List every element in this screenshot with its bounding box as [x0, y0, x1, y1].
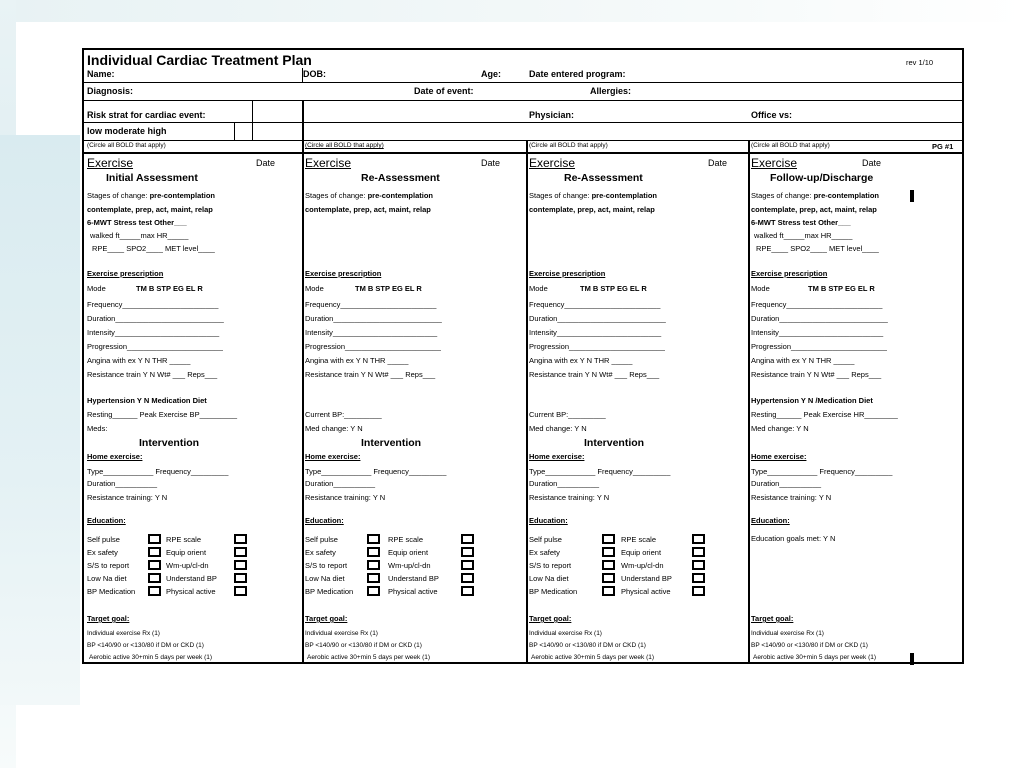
exercise-heading: Exercise — [751, 156, 798, 170]
edu-bp-med: BP Medication — [529, 587, 578, 596]
goal-3: Aerobic active 30+min 5 days per week (1) — [307, 654, 431, 661]
type-frequency-line: Type____________ Frequency_________ — [529, 467, 671, 476]
physician-label: Physician: — [529, 110, 575, 120]
date-of-event-label: Date of event: — [414, 86, 474, 96]
circle-note-1: (Circle all BOLD that apply) — [87, 142, 166, 149]
stages-pre: pre-contemplation — [149, 191, 215, 200]
stages-pre: pre-contemplation — [367, 191, 433, 200]
mode-options: TM B STP EG EL R — [580, 284, 647, 293]
edu-understand-bp: Understand BP — [166, 574, 217, 583]
type-frequency-line: Type____________ Frequency_________ — [751, 467, 893, 476]
column-subtitle: Re-Assessment — [564, 172, 643, 184]
edu-understand-bp: Understand BP — [388, 574, 439, 583]
checkbox[interactable] — [367, 560, 380, 570]
home-exercise-heading: Home exercise: — [87, 452, 143, 461]
checkbox[interactable] — [602, 560, 615, 570]
goal-1: Individual exercise Rx (1) — [751, 630, 824, 637]
checkbox[interactable] — [692, 547, 705, 557]
risk-strat-label: Risk strat for cardiac event: — [87, 110, 206, 120]
mode-options: TM B STP EG EL R — [355, 284, 422, 293]
checkbox[interactable] — [367, 586, 380, 596]
column-re-assessment-2 — [528, 154, 748, 666]
hypertension-line: Hypertension Y N /Medication Diet — [751, 396, 873, 405]
resistance-training-line: Resistance training: Y N — [87, 493, 168, 502]
edu-low-na: Low Na diet — [305, 574, 345, 583]
edu-ss-report: S/S to report — [305, 561, 348, 570]
resistance-line: Resistance train Y N Wt# ___ Reps___ — [87, 370, 218, 379]
goal-1: Individual exercise Rx (1) — [529, 630, 602, 637]
frequency-line: Frequency_______________________ — [529, 300, 661, 309]
checkbox[interactable] — [148, 534, 161, 544]
edu-rpe-scale: RPE scale — [621, 535, 657, 544]
angina-line: Angina with ex Y N THR _____ — [305, 356, 409, 365]
checkbox[interactable] — [234, 573, 247, 583]
edu-bp-med: BP Medication — [305, 587, 354, 596]
diagnosis-label: Diagnosis: — [87, 86, 134, 96]
edu-understand-bp: Understand BP — [621, 574, 672, 583]
med-change-line: Med change: Y N — [305, 424, 363, 433]
checkbox[interactable] — [461, 560, 474, 570]
edu-ss-report: S/S to report — [529, 561, 572, 570]
rx-heading: Exercise prescription — [305, 269, 382, 278]
checkbox[interactable] — [148, 560, 161, 570]
goal-3: Aerobic active 30+min 5 days per week (1) — [753, 654, 877, 661]
education-heading: Education: — [305, 516, 344, 525]
current-bp-line: Current BP:_________ — [305, 410, 382, 419]
checkbox[interactable] — [692, 560, 705, 570]
frequency-line: Frequency_______________________ — [305, 300, 437, 309]
stages-rest: contemplate, prep, act, maint, relap — [87, 205, 213, 214]
stages-rest: contemplate, prep, act, maint, relap — [529, 205, 655, 214]
page-number: PG #1 — [932, 142, 954, 151]
home-exercise-heading: Home exercise: — [529, 452, 585, 461]
margin-mark — [910, 653, 914, 665]
checkbox[interactable] — [367, 547, 380, 557]
column-subtitle: Initial Assessment — [106, 172, 198, 184]
resting-line: Resting______ Peak Exercise BP_________ — [87, 410, 238, 419]
stages-rest: contemplate, prep, act, maint, relap — [305, 205, 431, 214]
column-initial-assessment — [84, 154, 304, 666]
edu-ex-safety: Ex safety — [87, 548, 118, 557]
checkbox[interactable] — [692, 573, 705, 583]
progression-line: Progression_______________________ — [87, 342, 223, 351]
edu-equip-orient: Equip orient — [166, 548, 207, 557]
resistance-training-line: Resistance training: Y N — [529, 493, 610, 502]
checkbox[interactable] — [602, 547, 615, 557]
goal-3: Aerobic active 30+min 5 days per week (1) — [531, 654, 655, 661]
stages-label: Stages of change: — [751, 191, 812, 200]
edu-warmup: Wm-up/cl-dn — [166, 561, 209, 570]
goal-1: Individual exercise Rx (1) — [305, 630, 378, 637]
edu-self-pulse: Self pulse — [529, 535, 562, 544]
meds-line: Meds: — [87, 424, 108, 433]
exercise-heading: Exercise — [87, 156, 134, 170]
goal-2: BP <140/90 or <130/80 if DM or CKD (1) — [305, 642, 422, 649]
target-goal-heading: Target goal: — [529, 614, 572, 623]
intensity-line: Intensity_________________________ — [529, 328, 662, 337]
resting-line: Resting______ Peak Exercise HR________ — [751, 410, 898, 419]
duration-short-line: Duration__________ — [305, 479, 376, 488]
intervention-heading: Intervention — [139, 437, 200, 449]
edu-bp-med: BP Medication — [87, 587, 136, 596]
office-vs-label: Office vs: — [751, 110, 793, 120]
edu-low-na: Low Na diet — [529, 574, 569, 583]
date-entered-label: Date entered program: — [529, 69, 626, 79]
goal-3: Aerobic active 30+min 5 days per week (1) — [89, 654, 213, 661]
target-goal-heading: Target goal: — [751, 614, 794, 623]
name-label: Name: — [87, 69, 115, 79]
duration-line: Duration__________________________ — [87, 314, 224, 323]
edu-self-pulse: Self pulse — [305, 535, 338, 544]
checkbox[interactable] — [148, 573, 161, 583]
edu-rpe-scale: RPE scale — [166, 535, 202, 544]
date-label: Date — [708, 158, 728, 168]
column-subtitle: Re-Assessment — [361, 172, 440, 184]
intensity-line: Intensity_________________________ — [751, 328, 884, 337]
circle-note-3: (Circle all BOLD that apply) — [529, 142, 608, 149]
rx-heading: Exercise prescription — [87, 269, 164, 278]
intervention-heading: Intervention — [584, 437, 645, 449]
checkbox[interactable] — [367, 573, 380, 583]
mode-label: Mode — [751, 284, 770, 293]
stages-pre: pre-contemplation — [813, 191, 879, 200]
education-heading: Education: — [751, 516, 790, 525]
rpe-line: RPE____ SPO2____ MET level____ — [92, 244, 215, 253]
date-label: Date — [256, 158, 276, 168]
checkbox[interactable] — [367, 534, 380, 544]
mode-label: Mode — [305, 284, 324, 293]
resistance-training-line: Resistance training: Y N — [751, 493, 832, 502]
six-mwt-line: 6-MWT Stress test Other___ — [751, 218, 851, 227]
goal-2: BP <140/90 or <130/80 if DM or CKD (1) — [751, 642, 868, 649]
target-goal-heading: Target goal: — [305, 614, 348, 623]
stages-pre: pre-contemplation — [591, 191, 657, 200]
edu-low-na: Low Na diet — [87, 574, 127, 583]
resistance-line: Resistance train Y N Wt# ___ Reps___ — [529, 370, 660, 379]
slide-side-gradient — [0, 135, 80, 705]
checkbox[interactable] — [692, 586, 705, 596]
intensity-line: Intensity_________________________ — [87, 328, 220, 337]
stages-label: Stages of change: — [529, 191, 590, 200]
med-change-line: Med change: Y N — [751, 424, 809, 433]
edu-ex-safety: Ex safety — [305, 548, 336, 557]
checkbox[interactable] — [692, 534, 705, 544]
walked-line: walked ft_____max HR_____ — [754, 231, 853, 240]
form-title: Individual Cardiac Treatment Plan — [87, 52, 312, 68]
home-exercise-heading: Home exercise: — [305, 452, 361, 461]
checkbox[interactable] — [602, 534, 615, 544]
column-follow-up-discharge — [750, 154, 962, 666]
walked-line: walked ft_____max HR_____ — [90, 231, 189, 240]
checkbox[interactable] — [461, 534, 474, 544]
home-exercise-heading: Home exercise: — [751, 452, 807, 461]
goal-1: Individual exercise Rx (1) — [87, 630, 160, 637]
margin-mark — [910, 190, 914, 202]
mode-options: TM B STP EG EL R — [136, 284, 203, 293]
edu-warmup: Wm-up/cl-dn — [621, 561, 664, 570]
exercise-heading: Exercise — [529, 156, 576, 170]
stages-label: Stages of change: — [87, 191, 148, 200]
stages-label: Stages of change: — [305, 191, 366, 200]
duration-line: Duration__________________________ — [751, 314, 888, 323]
checkbox[interactable] — [602, 573, 615, 583]
goal-2: BP <140/90 or <130/80 if DM or CKD (1) — [529, 642, 646, 649]
checkbox[interactable] — [234, 560, 247, 570]
angina-line: Angina with ex Y N THR _____ — [751, 356, 855, 365]
med-change-line: Med change: Y N — [529, 424, 587, 433]
checkbox[interactable] — [461, 586, 474, 596]
edu-equip-orient: Equip orient — [388, 548, 429, 557]
edu-rpe-scale: RPE scale — [388, 535, 424, 544]
resistance-line: Resistance train Y N Wt# ___ Reps___ — [751, 370, 882, 379]
mode-label: Mode — [529, 284, 548, 293]
frequency-line: Frequency_______________________ — [87, 300, 219, 309]
resistance-training-line: Resistance training: Y N — [305, 493, 386, 502]
edu-equip-orient: Equip orient — [621, 548, 662, 557]
frequency-line: Frequency_______________________ — [751, 300, 883, 309]
checkbox[interactable] — [148, 547, 161, 557]
checkbox[interactable] — [234, 534, 247, 544]
angina-line: Angina with ex Y N THR _____ — [87, 356, 191, 365]
edu-ss-report: S/S to report — [87, 561, 130, 570]
current-bp-line: Current BP:_________ — [529, 410, 606, 419]
rx-heading: Exercise prescription — [751, 269, 828, 278]
slide-top-band — [0, 0, 1024, 22]
dob-label: DOB: — [303, 69, 326, 79]
edu-warmup: Wm-up/cl-dn — [388, 561, 431, 570]
checkbox[interactable] — [234, 586, 247, 596]
column-subtitle: Follow-up/Discharge — [770, 172, 874, 184]
age-label: Age: — [481, 69, 501, 79]
edu-physical-active: Physical active — [166, 587, 216, 596]
education-heading: Education: — [87, 516, 126, 525]
allergies-label: Allergies: — [590, 86, 632, 96]
edu-ex-safety: Ex safety — [529, 548, 560, 557]
rpe-line: RPE____ SPO2____ MET level____ — [756, 244, 879, 253]
checkbox[interactable] — [461, 573, 474, 583]
stages-rest: contemplate, prep, act, maint, relap — [751, 205, 877, 214]
risk-levels: low moderate high — [87, 126, 167, 136]
checkbox[interactable] — [602, 586, 615, 596]
checkbox[interactable] — [234, 547, 247, 557]
type-frequency-line: Type____________ Frequency_________ — [305, 467, 447, 476]
intervention-heading: Intervention — [361, 437, 422, 449]
intensity-line: Intensity_________________________ — [305, 328, 438, 337]
circle-note-2: (Circle all BOLD that apply) — [305, 142, 384, 149]
exercise-heading: Exercise — [305, 156, 352, 170]
treatment-plan-form — [82, 48, 964, 664]
six-mwt-line: 6-MWT Stress test Other___ — [87, 218, 187, 227]
duration-line: Duration__________________________ — [305, 314, 442, 323]
progression-line: Progression_______________________ — [751, 342, 887, 351]
checkbox[interactable] — [461, 547, 474, 557]
type-frequency-line: Type____________ Frequency_________ — [87, 467, 229, 476]
education-goals-met: Education goals met: Y N — [751, 534, 836, 543]
mode-options: TM B STP EG EL R — [808, 284, 875, 293]
angina-line: Angina with ex Y N THR _____ — [529, 356, 633, 365]
duration-short-line: Duration__________ — [87, 479, 158, 488]
circle-note-4: (Circle all BOLD that apply) — [751, 142, 830, 149]
edu-self-pulse: Self pulse — [87, 535, 120, 544]
edu-physical-active: Physical active — [621, 587, 671, 596]
education-heading: Education: — [529, 516, 568, 525]
duration-short-line: Duration__________ — [751, 479, 822, 488]
goal-2: BP <140/90 or <130/80 if DM or CKD (1) — [87, 642, 204, 649]
date-label: Date — [862, 158, 882, 168]
target-goal-heading: Target goal: — [87, 614, 130, 623]
rx-heading: Exercise prescription — [529, 269, 606, 278]
progression-line: Progression_______________________ — [305, 342, 441, 351]
checkbox[interactable] — [148, 586, 161, 596]
column-re-assessment-1 — [303, 154, 523, 666]
date-label: Date — [481, 158, 501, 168]
revision-label: rev 1/10 — [906, 58, 934, 67]
hypertension-line: Hypertension Y N Medication Diet — [87, 396, 207, 405]
duration-line: Duration__________________________ — [529, 314, 666, 323]
mode-label: Mode — [87, 284, 106, 293]
progression-line: Progression_______________________ — [529, 342, 665, 351]
resistance-line: Resistance train Y N Wt# ___ Reps___ — [305, 370, 436, 379]
edu-physical-active: Physical active — [388, 587, 438, 596]
duration-short-line: Duration__________ — [529, 479, 600, 488]
